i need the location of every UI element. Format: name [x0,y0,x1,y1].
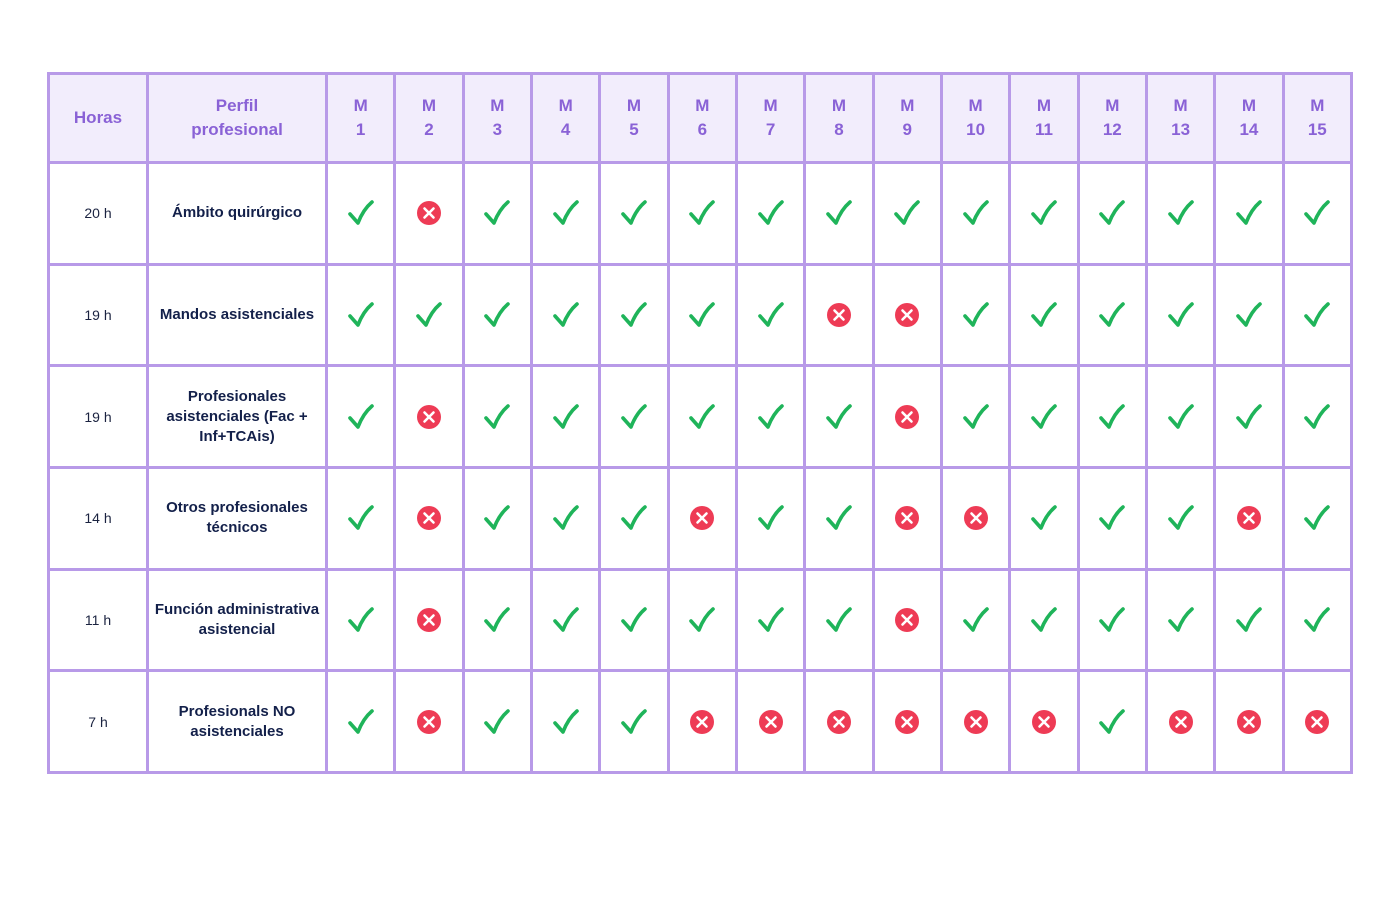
mark-cell-m4 [531,467,599,569]
mark-cell-m9 [873,163,941,265]
cross-circle-icon [894,404,920,430]
mark-cell-m2 [395,467,463,569]
mark-cell-m12 [1078,671,1146,773]
check-icon [962,606,990,634]
cross-circle-icon [416,607,442,633]
check-icon [825,504,853,532]
check-icon [688,403,716,431]
mark-cell-m12 [1078,163,1146,265]
check-icon [1098,708,1126,736]
check-icon [347,301,375,329]
mark-cell-m6 [668,569,736,671]
table-row [49,264,1352,366]
hours-cell: 14 h [49,467,148,569]
mark-cell-m4 [531,264,599,366]
check-icon [1030,606,1058,634]
mark-cell-m3 [463,671,531,773]
header-module-number: 13 [1171,120,1191,139]
cross-circle-icon [826,709,852,735]
header-module-number: 5 [629,120,639,139]
mark-cell-m13 [1146,671,1214,773]
mark-cell-m9 [873,671,941,773]
mark-cell-m4 [531,163,599,265]
header-module-prefix: M [558,96,573,115]
header-module-number: 12 [1102,120,1122,139]
mark-cell-m6 [668,264,736,366]
check-icon [757,403,785,431]
mark-cell-m1 [327,671,395,773]
mark-cell-m5 [600,264,668,366]
check-icon [620,606,648,634]
header-module-prefix: M [763,96,778,115]
matrix-body [49,163,1352,773]
check-icon [893,199,921,227]
mark-cell-m4 [531,671,599,773]
mark-cell-m14 [1215,366,1283,468]
mark-cell-m12 [1078,467,1146,569]
check-icon [347,504,375,532]
table-row [49,467,1352,569]
cross-circle-icon [963,709,989,735]
module-matrix-table [47,72,1353,774]
mark-cell-m7 [736,671,804,773]
mark-cell-m15 [1283,366,1351,468]
mark-cell-m10 [941,467,1009,569]
header-module-prefix: M [1173,96,1188,115]
header-module-1 [327,74,395,163]
header-module-8 [805,74,873,163]
header-module-number: 8 [834,120,844,139]
hours-cell: 19 h [49,264,148,366]
mark-cell-m11 [1010,467,1078,569]
cross-circle-icon [416,505,442,531]
header-module-number: 10 [966,120,986,139]
mark-cell-m13 [1146,163,1214,265]
mark-cell-m15 [1283,163,1351,265]
header-module-prefix: M [968,96,983,115]
header-module-7 [736,74,804,163]
cross-circle-icon [416,404,442,430]
mark-cell-m4 [531,569,599,671]
profile-cell: Profesionals NO asistenciales [148,671,327,773]
mark-cell-m4 [531,366,599,468]
cross-circle-icon [963,505,989,531]
header-module-number: 6 [697,120,708,139]
header-module-9 [873,74,941,163]
mark-cell-m13 [1146,569,1214,671]
check-icon [483,403,511,431]
check-icon [1235,301,1263,329]
mark-cell-m9 [873,569,941,671]
profile-cell: Función administrativa asistencial [148,569,327,671]
mark-cell-m1 [327,163,395,265]
check-icon [962,403,990,431]
mark-cell-m14 [1215,671,1283,773]
check-icon [483,504,511,532]
check-icon [1235,606,1263,634]
mark-cell-m9 [873,467,941,569]
check-icon [1303,606,1331,634]
mark-cell-m7 [736,366,804,468]
mark-cell-m11 [1010,163,1078,265]
mark-cell-m2 [395,264,463,366]
header-module-prefix: M [421,96,437,115]
check-icon [1098,199,1126,227]
header-module-prefix: M [1105,96,1120,115]
mark-cell-m1 [327,366,395,468]
mark-cell-m13 [1146,467,1214,569]
check-icon [552,199,580,227]
mark-cell-m5 [600,467,668,569]
check-icon [620,403,648,431]
check-icon [552,606,580,634]
header-profile: Perfil profesional [148,74,327,163]
mark-cell-m12 [1078,569,1146,671]
check-icon [552,708,580,736]
mark-cell-m10 [941,366,1009,468]
mark-cell-m2 [395,671,463,773]
check-icon [1235,403,1263,431]
table-row [49,163,1352,265]
check-icon [483,606,511,634]
hours-cell: 7 h [49,671,148,773]
cross-circle-icon [758,709,784,735]
mark-cell-m2 [395,163,463,265]
check-icon [1167,199,1195,227]
mark-cell-m3 [463,163,531,265]
check-icon [620,301,648,329]
check-icon [415,301,443,329]
table-row [49,671,1352,773]
header-module-number: 3 [492,120,503,139]
check-icon [825,606,853,634]
check-icon [1167,301,1195,329]
mark-cell-m11 [1010,569,1078,671]
mark-cell-m7 [736,467,804,569]
mark-cell-m7 [736,264,804,366]
mark-cell-m5 [600,569,668,671]
mark-cell-m15 [1283,264,1351,366]
header-module-number: 15 [1307,120,1327,139]
mark-cell-m11 [1010,671,1078,773]
profile-cell: Profesionales asistenciales (Fac + Inf+TCAis) [148,366,327,468]
mark-cell-m3 [463,366,531,468]
header-hours: Horas [49,74,148,163]
mark-cell-m7 [736,163,804,265]
mark-cell-m6 [668,366,736,468]
mark-cell-m11 [1010,366,1078,468]
check-icon [620,199,648,227]
header-module-2 [395,74,463,163]
header-module-prefix: M [1310,96,1325,115]
mark-cell-m9 [873,366,941,468]
mark-cell-m8 [805,366,873,468]
cross-circle-icon [1168,709,1194,735]
mark-cell-m10 [941,569,1009,671]
check-icon [825,199,853,227]
mark-cell-m8 [805,467,873,569]
mark-cell-m2 [395,569,463,671]
cross-circle-icon [1236,709,1262,735]
cross-circle-icon [689,709,715,735]
header-module-5 [600,74,668,163]
check-icon [347,403,375,431]
check-icon [1098,606,1126,634]
check-icon [1303,504,1331,532]
header-module-number: 4 [560,120,571,139]
header-module-prefix: M [353,96,368,115]
cross-circle-icon [416,200,442,226]
check-icon [1167,606,1195,634]
mark-cell-m5 [600,163,668,265]
table-row [49,569,1352,671]
check-icon [1098,403,1126,431]
check-icon [757,606,785,634]
check-icon [825,403,853,431]
check-icon [1303,199,1331,227]
mark-cell-m10 [941,163,1009,265]
check-icon [757,199,785,227]
mark-cell-m5 [600,671,668,773]
header-module-13 [1146,74,1214,163]
check-icon [552,403,580,431]
mark-cell-m15 [1283,671,1351,773]
check-icon [688,606,716,634]
check-icon [1030,504,1058,532]
mark-cell-m14 [1215,467,1283,569]
header-module-15 [1283,74,1351,163]
mark-cell-m14 [1215,569,1283,671]
mark-cell-m12 [1078,264,1146,366]
cross-circle-icon [1304,709,1330,735]
check-icon [1030,301,1058,329]
cross-circle-icon [416,709,442,735]
mark-cell-m1 [327,264,395,366]
hours-cell: 11 h [49,569,148,671]
mark-cell-m14 [1215,163,1283,265]
cross-circle-icon [1031,709,1057,735]
check-icon [1303,301,1331,329]
profile-cell: Otros profesionales técnicos [148,467,327,569]
header-module-number: 11 [1034,120,1053,139]
mark-cell-m11 [1010,264,1078,366]
header-module-prefix: M [1036,96,1052,115]
header-module-14 [1215,74,1283,163]
mark-cell-m10 [941,264,1009,366]
cross-circle-icon [689,505,715,531]
mark-cell-m5 [600,366,668,468]
mark-cell-m1 [327,569,395,671]
check-icon [757,301,785,329]
check-icon [1167,403,1195,431]
cross-circle-icon [894,302,920,328]
mark-cell-m8 [805,671,873,773]
mark-cell-m8 [805,264,873,366]
mark-cell-m6 [668,671,736,773]
header-module-4 [531,74,599,163]
mark-cell-m13 [1146,366,1214,468]
mark-cell-m3 [463,569,531,671]
mark-cell-m6 [668,467,736,569]
header-module-number: 7 [765,120,776,139]
hours-cell: 19 h [49,366,148,468]
mark-cell-m3 [463,264,531,366]
check-icon [688,301,716,329]
check-icon [1098,301,1126,329]
table-row [49,366,1352,468]
check-icon [620,708,648,736]
hours-cell: 20 h [49,163,148,265]
mark-cell-m14 [1215,264,1283,366]
mark-cell-m8 [805,163,873,265]
mark-cell-m12 [1078,366,1146,468]
check-icon [552,301,580,329]
check-icon [1030,199,1058,227]
cross-circle-icon [826,302,852,328]
check-icon [1303,403,1331,431]
cross-circle-icon [894,505,920,531]
check-icon [962,301,990,329]
mark-cell-m9 [873,264,941,366]
header-module-prefix: M [626,96,642,115]
profile-cell: Mandos asistenciales [148,264,327,366]
header-module-number: 14 [1239,120,1259,139]
mark-cell-m15 [1283,467,1351,569]
header-module-number: 9 [902,120,913,139]
mark-cell-m2 [395,366,463,468]
header-module-number: 2 [424,120,434,139]
cross-circle-icon [894,607,920,633]
header-module-12 [1078,74,1146,163]
check-icon [483,199,511,227]
header-module-prefix: M [695,96,710,115]
mark-cell-m10 [941,671,1009,773]
cross-circle-icon [1236,505,1262,531]
mark-cell-m1 [327,467,395,569]
mark-cell-m8 [805,569,873,671]
check-icon [552,504,580,532]
header-module-10 [941,74,1009,163]
header-module-6 [668,74,736,163]
mark-cell-m13 [1146,264,1214,366]
header-module-prefix: M [490,96,505,115]
header-module-number: 1 [355,120,366,139]
header-module-prefix: M [831,96,847,115]
check-icon [962,199,990,227]
check-icon [483,301,511,329]
cross-circle-icon [894,709,920,735]
check-icon [483,708,511,736]
header-module-3 [463,74,531,163]
check-icon [1167,504,1195,532]
mark-cell-m15 [1283,569,1351,671]
check-icon [1098,504,1126,532]
mark-cell-m3 [463,467,531,569]
header-row [49,74,1352,163]
mark-cell-m7 [736,569,804,671]
profile-cell: Ámbito quirúrgico [148,163,327,265]
mark-cell-m6 [668,163,736,265]
check-icon [688,199,716,227]
check-icon [1030,403,1058,431]
check-icon [620,504,648,532]
header-module-prefix: M [1241,96,1257,115]
header-module-11 [1010,74,1078,163]
check-icon [347,708,375,736]
check-icon [757,504,785,532]
check-icon [1235,199,1263,227]
check-icon [347,199,375,227]
header-module-prefix: M [900,96,915,115]
check-icon [347,606,375,634]
